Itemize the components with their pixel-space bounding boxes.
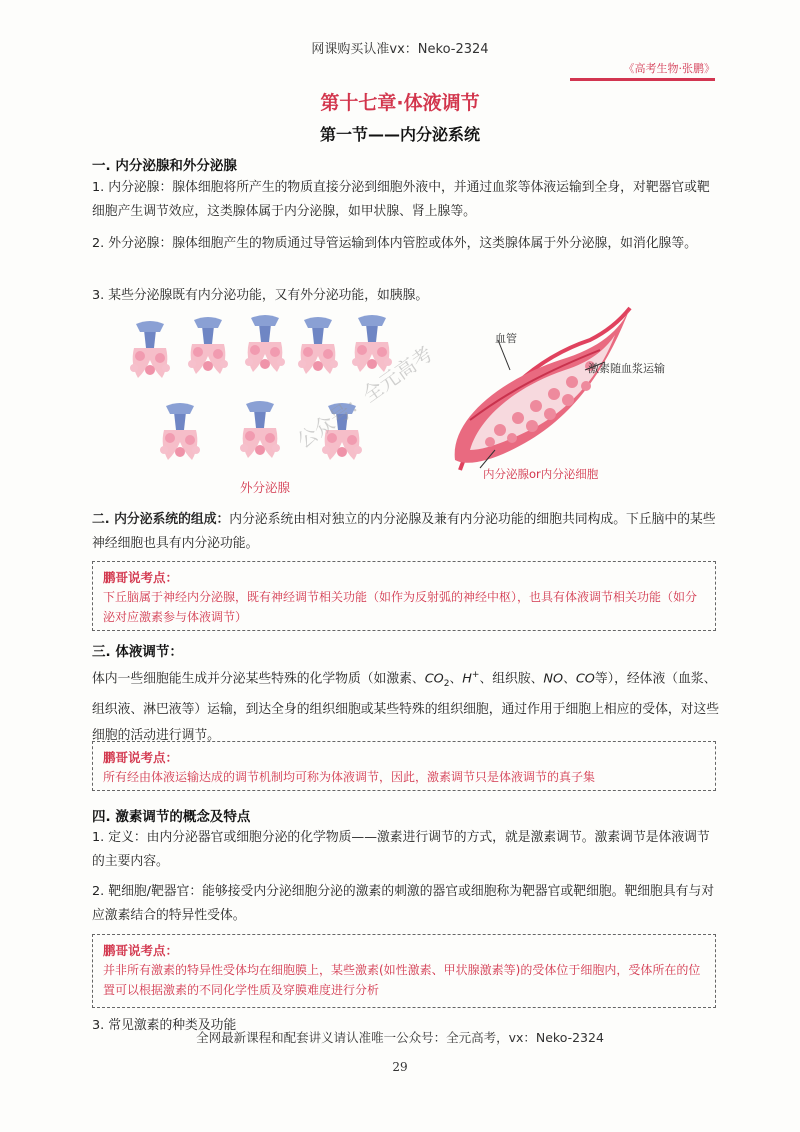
part1-heading: 一. 内分泌腺和外分泌腺 xyxy=(92,158,237,174)
tip3-text: 并非所有激素的特异性受体均在细胞膜上，某些激素(如性激素、甲状腺激素等)的受体位于细胞内，受体所在的位置可以根据激素的不同化学性质及穿膜难度进行分析 xyxy=(103,963,701,997)
brand-underline xyxy=(570,78,715,81)
exam-tip-box-1 xyxy=(92,561,716,631)
page-number: 29 xyxy=(392,1060,408,1074)
tip2-title: 鹏哥说考点： xyxy=(103,750,179,765)
tip1-text: 下丘脑属于神经内分泌腺，既有神经调节相关功能（如作为反射弧的神经中枢），也具有体液调节相关功能（如分泌对应激素参与体液调节） xyxy=(103,590,698,624)
transport-label: 激素随血浆运输 xyxy=(588,362,665,375)
exam-tip-box-2 xyxy=(92,741,716,791)
bottom-watermark: 全网最新课程和配套讲义请认准唯一公众号：全元高考，vx：Neko-2324 xyxy=(196,1030,604,1045)
endocrine-label: 内分泌腺or内分泌细胞 xyxy=(483,467,599,481)
part3-heading: 三. 体液调节： xyxy=(92,644,183,660)
section-title: 第一节——内分泌系统 xyxy=(319,125,480,144)
chapter-title: 第十七章·体液调节 xyxy=(320,92,480,114)
part2-paragraph xyxy=(92,508,720,556)
diagonal-watermark: 公众号：全元高考 xyxy=(292,341,438,453)
part4-item2: 2. 靶细胞/靶器官：能够接受内分泌细胞分泌的激素的刺激的器官或细胞称为靶器官或靶细胞。靶细胞具有与对应激素结合的特异性受体。 xyxy=(92,884,715,923)
exam-tip-box-3 xyxy=(92,934,716,1008)
part2-text: 内分泌系统由相对独立的内分泌腺及兼有内分泌功能的细胞共同构成。下丘脑中的某些神经细胞也具有内分泌功能。 xyxy=(92,512,716,551)
vessel-label: 血管 xyxy=(495,332,517,345)
top-watermark: 网课购买认准vx：Neko-2324 xyxy=(311,42,489,57)
part4-heading: 四. 激素调节的概念及特点 xyxy=(92,809,251,825)
tip2-text: 所有经由体液运输达成的调节机制均可称为体液调节，因此，激素调节只是体液调节的真子集 xyxy=(103,770,596,784)
exocrine-label: 外分泌腺 xyxy=(240,480,291,495)
part1-item2: 2. 外分泌腺：腺体细胞产生的物质通过导管运输到体内管腔或体外，这类腺体属于外分泌腺，如消化腺等。 xyxy=(92,236,697,251)
part1-item3: 3. 某些分泌腺既有内分泌功能，又有外分泌功能，如胰腺。 xyxy=(92,288,429,303)
part4-item1: 1. 定义：由内分泌器官或细胞分泌的化学物质——激素进行调节的方式，就是激素调节。激素调节是体液调节的主要内容。 xyxy=(92,830,710,869)
endocrine-gland-illustration xyxy=(440,300,640,480)
part2-heading: 二. 内分泌系统的组成： xyxy=(92,512,230,527)
brand-tag: 《高考生物·张鹏》 xyxy=(623,62,715,75)
part4-item3: 3. 常见激素的种类及功能 xyxy=(92,1018,237,1033)
tip1-title: 鹏哥说考点： xyxy=(103,570,179,585)
part3-text: 体内一些细胞能生成并分泌某些特殊的化学物质（如激素、$CO_2$、H+、组织胺、NO、CO等），经体液（血浆、组织液、淋巴液等）运输，到达全身的组织细胞或某些特殊的组织细胞，通过作用于细胞上相应的受体，对这些细胞的活动进行调节。 xyxy=(92,670,720,743)
part1-item1: 1. 内分泌腺：腺体细胞将所产生的物质直接分泌到细胞外液中，并通过血浆等体液运输到全身，对靶器官或靶细胞产生调节效应，这类腺体属于内分泌腺，如甲状腺、肾上腺等。 xyxy=(92,180,710,219)
tip3-title: 鹏哥说考点： xyxy=(103,943,179,958)
